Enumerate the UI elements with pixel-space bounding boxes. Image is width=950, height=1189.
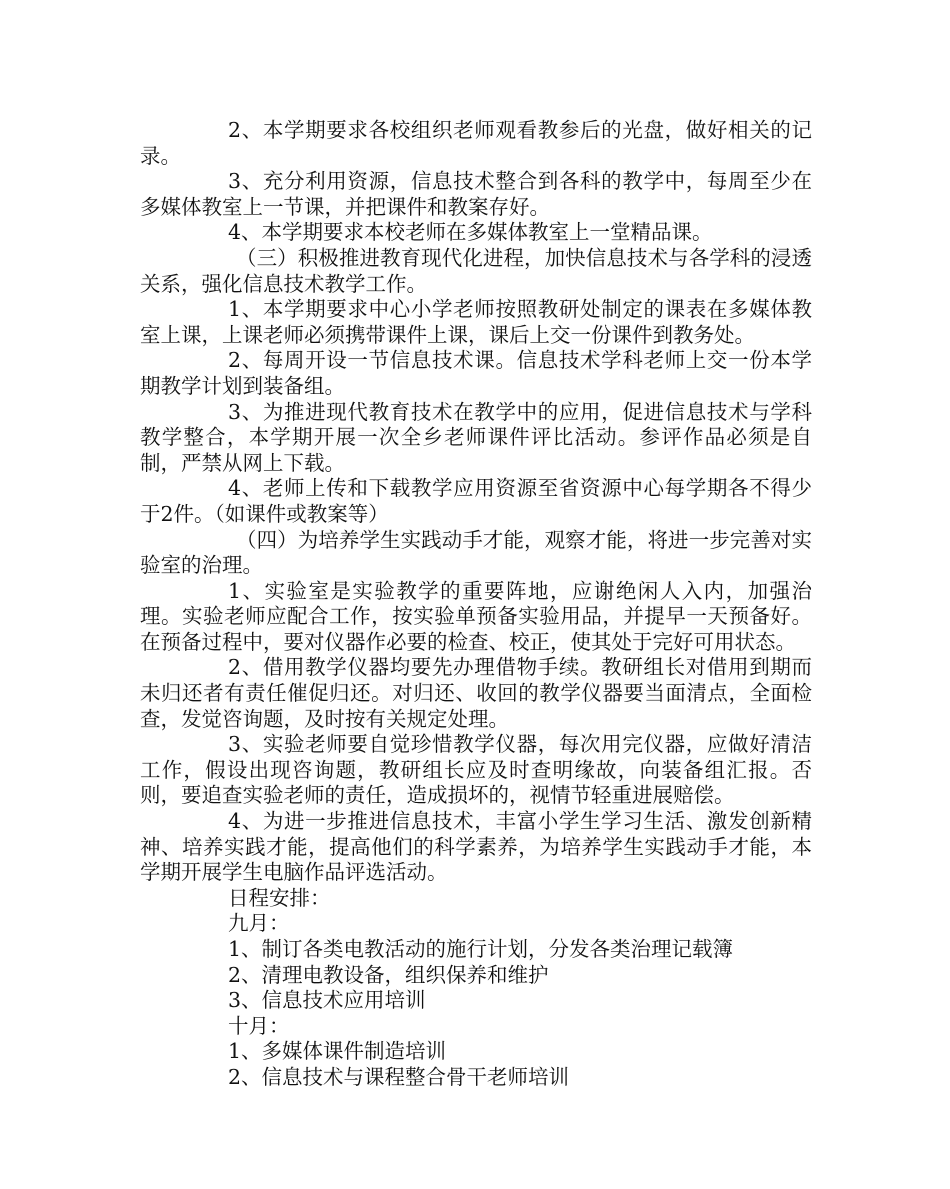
schedule-heading: 日程安排： (228, 885, 331, 910)
paragraph: 2、本学期要求各校组织老师观看教参后的光盘，做好相关的记录。 (140, 118, 812, 168)
schedule-item: 2、信息技术与课程整合骨干老师培训 (228, 1064, 570, 1089)
section-heading: （三）积极推进教育现代化进程，加快信息技术与各学科的浸透关系，强化信息技术教学工作。 (140, 245, 812, 296)
paragraph: 3、为推进现代教育技术在教学中的应用，促进信息技术与学科教学整合，本学期开展一次全乡老师课件评比活动。参评作品必须是自制，严禁从网上下载。 (140, 399, 812, 475)
paragraph: 1、本学期要求中心小学老师按照教研处制定的课表在多媒体教室上课，上课老师必须携带课件上课，课后上交一份课件到教务处。 (140, 297, 812, 347)
paragraph: 4、为进一步推进信息技术，丰富小学生学习生活、激发创新精神、培养实践才能，提高他们的科学素养，为培养学生实践动手才能，本学期开展学生电脑作品评选活动。 (140, 809, 812, 885)
paragraph: 2、借用教学仪器均要先办理借物手续。教研组长对借用到期而未归还者有责任催促归还。对归还、收回的教学仪器要当面清点，全面检查，发觉咨询题，及时按有关规定处理。 (140, 655, 812, 731)
month-label: 十月： (228, 1013, 290, 1038)
section-heading: （四）为培养学生实践动手才能，观察才能，将进一步完善对实验室的治理。 (140, 527, 812, 578)
schedule-item: 1、制订各类电教活动的施行计划，分发各类治理记载簿 (228, 937, 734, 961)
paragraph: 4、本学期要求本校老师在多媒体教室上一堂精品课。 (228, 220, 713, 245)
schedule-item: 1、多媒体课件制造培训 (228, 1039, 447, 1064)
paragraph: 1、实验室是实验教学的重要阵地，应谢绝闲人入内，加强治理。实验老师应配合工作，按实验单预备实验用品，并提早一天预备好。在预备过程中，要对仪器作必要的检查、校正，使其处于完好可用状态。 (140, 578, 812, 654)
paragraph: 3、实验老师要自觉珍惜教学仪器，每次用完仪器，应做好清洁工作，假设出现咨询题，教研组长应及时查明缘故，向装备组汇报。否则，要追查实验老师的责任，造成损坏的，视情节轻重进展赔偿。 (140, 732, 812, 808)
schedule-item: 3、信息技术应用培训 (228, 988, 426, 1013)
paragraph: 4、老师上传和下载教学应用资源至省资源中心每学期各不得少于2件。（如课件或教案等） (140, 476, 812, 526)
paragraph: 3、充分利用资源，信息技术整合到各科的教学中，每周至少在多媒体教室上一节课，并把课件和教案存好。 (140, 169, 812, 219)
paragraph: 2、每周开设一节信息技术课。信息技术学科老师上交一份本学期教学计划到装备组。 (140, 348, 812, 398)
month-label: 九月： (228, 911, 290, 936)
document-body (140, 118, 812, 1091)
schedule-item: 2、清理电教设备，组织保养和维护 (228, 962, 549, 987)
